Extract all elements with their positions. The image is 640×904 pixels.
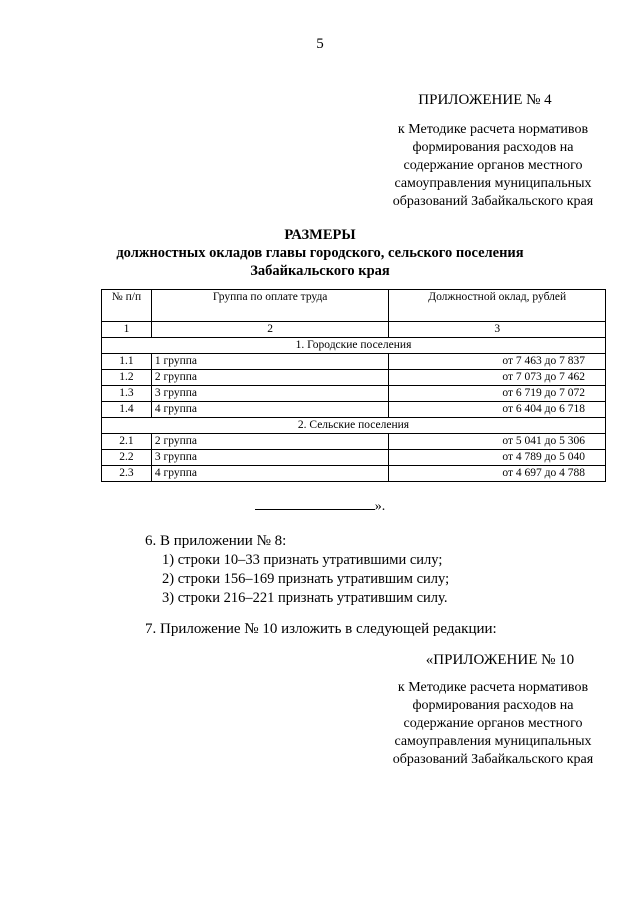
- appendix-10-subtitle-line: самоуправления муниципальных: [394, 734, 592, 749]
- row-salary: от 7 463 до 7 837: [389, 354, 606, 370]
- row-salary: от 5 041 до 5 306: [389, 434, 606, 450]
- signature-underline: [255, 497, 375, 510]
- row-group: 1 группа: [151, 354, 388, 370]
- paragraph-7: 7. Приложение № 10 изложить в следующей редакции:: [145, 621, 497, 637]
- row-group: 2 группа: [151, 434, 388, 450]
- table-row: [102, 434, 606, 450]
- appendix-10-title: «ПРИЛОЖЕНИЕ № 10: [425, 652, 575, 668]
- appendix-4-subtitle-line: к Методике расчета нормативов: [397, 122, 589, 137]
- paragraph-6-item: 3) строки 216–221 признать утратившим силу.: [162, 590, 448, 606]
- row-number: 1.1: [102, 354, 152, 370]
- row-salary: от 4 789 до 5 040: [389, 450, 606, 466]
- row-number: 2.2: [102, 450, 152, 466]
- table-row: [102, 386, 606, 402]
- table-heading: [60, 226, 580, 280]
- section-row: [102, 338, 606, 354]
- paragraph-6-title: 6. В приложении № 8:: [145, 533, 287, 549]
- page-number: 5: [316, 36, 324, 52]
- header-cell-salary: Должностной оклад, рублей: [389, 290, 606, 322]
- row-group: 4 группа: [151, 402, 388, 418]
- header-cell-group: Группа по оплате труда: [151, 290, 388, 322]
- section-title: 1. Городские поселения: [102, 338, 606, 354]
- section-row: [102, 418, 606, 434]
- row-salary: от 4 697 до 4 788: [389, 466, 606, 482]
- paragraph-6-item: 2) строки 156–169 признать утратившим силу;: [162, 571, 450, 587]
- table-row: [102, 402, 606, 418]
- row-group: 4 группа: [151, 466, 388, 482]
- closing-line: [0, 497, 640, 515]
- header-cell-number: № п/п: [102, 290, 152, 322]
- column-number-row: [102, 322, 606, 338]
- column-number-cell: 3: [389, 322, 606, 338]
- row-number: 2.3: [102, 466, 152, 482]
- row-number: 1.3: [102, 386, 152, 402]
- table-header-row: [102, 290, 606, 322]
- appendix-10-subtitle: [380, 679, 606, 769]
- heading-line: Забайкальского края: [250, 263, 390, 279]
- appendix-4-title: ПРИЛОЖЕНИЕ № 4: [418, 92, 552, 108]
- appendix-4-subtitle-line: образований Забайкальского края: [392, 194, 594, 209]
- row-salary: от 6 719 до 7 072: [389, 386, 606, 402]
- appendix-4-subtitle: [380, 121, 606, 211]
- closing-mark: ».: [374, 499, 386, 514]
- row-group: 2 группа: [151, 370, 388, 386]
- row-salary: от 6 404 до 6 718: [389, 402, 606, 418]
- row-salary: от 7 073 до 7 462: [389, 370, 606, 386]
- column-number-cell: 1: [102, 322, 152, 338]
- column-number-cell: 2: [151, 322, 388, 338]
- row-group: 3 группа: [151, 386, 388, 402]
- row-group: 3 группа: [151, 450, 388, 466]
- appendix-4-subtitle-line: самоуправления муниципальных: [394, 176, 592, 191]
- salary-table: [101, 289, 606, 482]
- appendix-4-subtitle-line: содержание органов местного: [403, 158, 583, 173]
- table-row: [102, 354, 606, 370]
- table-row: [102, 370, 606, 386]
- appendix-10-subtitle-line: содержание органов местного: [403, 716, 583, 731]
- appendix-4-subtitle-line: формирования расходов на: [412, 140, 574, 155]
- heading-line: должностных окладов главы городского, сельского поселения: [116, 245, 524, 261]
- row-number: 1.4: [102, 402, 152, 418]
- appendix-10-subtitle-line: образований Забайкальского края: [392, 752, 594, 767]
- row-number: 2.1: [102, 434, 152, 450]
- row-number: 1.2: [102, 370, 152, 386]
- table-row: [102, 450, 606, 466]
- table-row: [102, 466, 606, 482]
- heading-line: РАЗМЕРЫ: [284, 227, 356, 243]
- appendix-10-subtitle-line: к Методике расчета нормативов: [397, 680, 589, 695]
- paragraph-6-item: 1) строки 10–33 признать утратившими силу;: [162, 552, 443, 568]
- appendix-10-subtitle-line: формирования расходов на: [412, 698, 574, 713]
- section-title: 2. Сельские поселения: [102, 418, 606, 434]
